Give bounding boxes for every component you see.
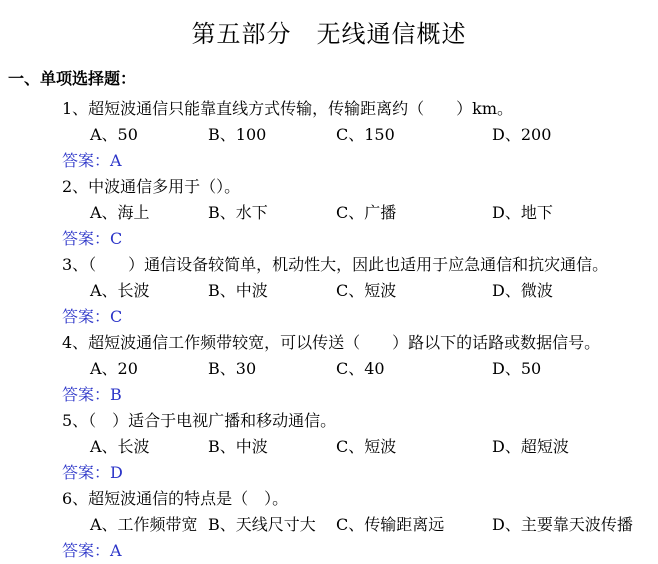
answer-text: 答案：A [62,541,122,560]
option-c: C、短波 [336,281,397,300]
question-5 [0,408,658,486]
answer-text: 答案：C [62,229,123,248]
option-c: C、短波 [336,437,397,456]
page-title: 第五部分 无线通信概述 [191,20,467,48]
question-stem: 5、（ ）适合于电视广播和移动通信。 [62,411,337,430]
question-1 [0,96,658,174]
option-d: D、200 [492,125,552,144]
option-c: C、150 [336,125,395,144]
option-b: B、天线尺寸大 [208,515,316,534]
question-stem: 3、（ ）通信设备较简单，机动性大，因此也适用于应急通信和抗灾通信。 [62,255,609,274]
option-b: B、中波 [208,281,268,300]
answer-text: 答案：D [62,463,123,482]
option-d: D、微波 [492,281,553,300]
question-6 [0,486,658,564]
option-b: B、100 [208,125,267,144]
option-b: B、水下 [208,203,268,222]
answer-text: 答案：B [62,385,122,404]
option-d: D、主要靠天波传播 [492,515,633,534]
option-b: B、30 [208,359,257,378]
question-stem: 6、超短波通信的特点是（ ）。 [62,489,289,508]
question-stem: 1、超短波通信只能靠直线方式传输，传输距离约（ ）km。 [62,99,514,118]
question-stem: 2、中波通信多用于（）。 [62,177,241,196]
option-c: C、传输距离远 [336,515,445,534]
option-a: A、50 [90,125,138,144]
option-a: A、工作频带宽 [90,515,198,534]
answer-text: 答案：C [62,307,123,326]
option-c: C、广播 [336,203,397,222]
question-2 [0,174,658,252]
option-d: D、地下 [492,203,553,222]
question-3 [0,252,658,330]
answer-text: 答案：A [62,151,122,170]
option-b: B、中波 [208,437,268,456]
option-a: A、长波 [90,281,150,300]
question-4 [0,330,658,408]
option-d: D、50 [492,359,542,378]
option-d: D、超短波 [492,437,569,456]
option-c: C、40 [336,359,385,378]
section-heading: 一、单项选择题： [8,69,137,88]
option-a: A、20 [90,359,138,378]
option-a: A、长波 [90,437,150,456]
question-list [0,96,658,564]
option-a: A、海上 [90,203,150,222]
question-stem: 4、超短波通信工作频带较宽，可以传送（ ）路以下的话路或数据信号。 [62,333,601,352]
